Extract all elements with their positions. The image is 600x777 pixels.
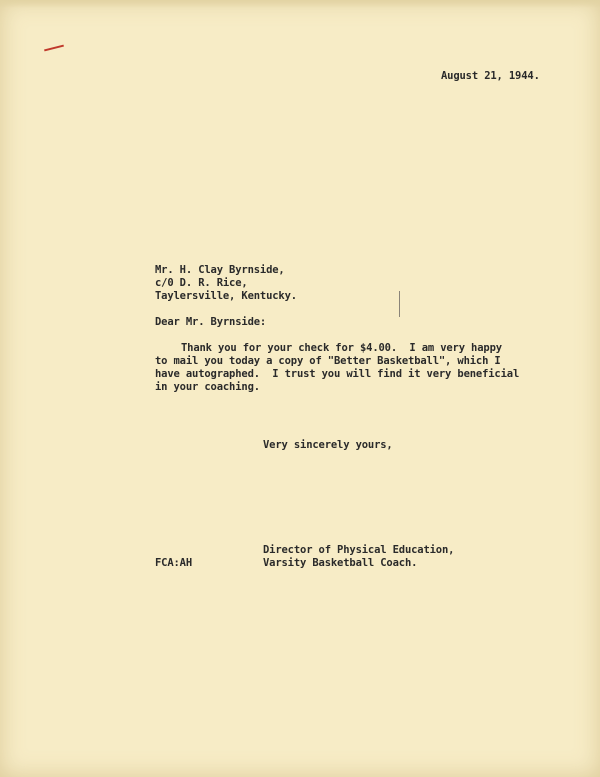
recipient-care-of: c/0 D. R. Rice, bbox=[155, 277, 248, 289]
red-pencil-mark bbox=[44, 45, 64, 52]
signature-title-line-2: Varsity Basketball Coach. bbox=[263, 557, 418, 569]
body-line-2: to mail you today a copy of "Better Basketball", which I bbox=[155, 355, 501, 367]
pencil-tick-mark bbox=[399, 291, 400, 317]
recipient-city: Taylersville, Kentucky. bbox=[155, 290, 297, 302]
paper-top-shade bbox=[0, 0, 600, 8]
body-line-3: have autographed. I trust you will find it very beneficial bbox=[155, 368, 520, 380]
reference-initials: FCA:AH bbox=[155, 557, 193, 569]
salutation: Dear Mr. Byrnside: bbox=[155, 316, 267, 328]
body-line-4: in your coaching. bbox=[155, 381, 260, 393]
closing: Very sincerely yours, bbox=[263, 439, 393, 451]
recipient-name: Mr. H. Clay Byrnside, bbox=[155, 264, 285, 276]
signature-title-line-1: Director of Physical Education, bbox=[263, 544, 455, 556]
letter-date: August 21, 1944. bbox=[441, 70, 540, 82]
body-line-1: Thank you for your check for $4.00. I am very happy bbox=[181, 342, 502, 354]
